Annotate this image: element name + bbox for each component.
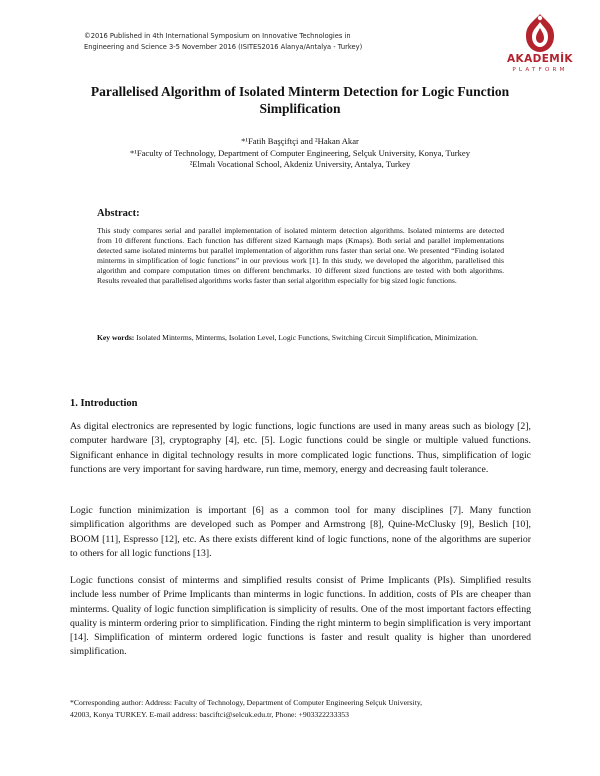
header-line-2: Engineering and Science 3-5 November 2016 (ISITES2016 Alanya/Antalya - Turkey) [84, 43, 363, 51]
abstract-text: This study compares serial and parallel implementation of isolated minterm detection algorithms. Isolated minterms are detected from 10 different functions. Each function has different sized Karnaugh maps (Kmaps). Both serial and parallel implementations detected same isolated minterms but parallel implementation of algorithm runs faster than serial one. We presented “Finding isolated minterms in simplification of logic functions” in our previous work [1]. In this study, we developed the algorithm, parallelised this algorithm and compare computation times on different benchmarks. 10 different sized functions are tested with both algorithms. Results revealed that parallelised algorithms works faster than serial algorithm especially for big sized logic functions. [97, 226, 504, 286]
intro-paragraph-2: Logic function minimization is important [6] as a common tool for many disciplines [7]. Many function simplification algorithms are developed such as Pomper and Armstrong [8], Quine-McClusky [9], Beslich [10], BOOM [11], Espresso [12], etc. As there exists different kind of logic functions, none of the algorithms are superior to others for all logic functions [13]. [70, 505, 531, 559]
header-line-1: ©2016 Published in 4th International Symposium on Innovative Technologies in [84, 32, 351, 40]
logo-wordmark: AKADEMİK [507, 53, 573, 65]
logo-subtitle: PLATFORM [512, 67, 568, 73]
affiliation-2: ²Elmalı Vocational School, Akdeniz University, Antalya, Turkey [189, 159, 411, 169]
abstract-heading: Abstract: [97, 208, 140, 219]
section-heading-introduction: 1. Introduction [70, 398, 138, 409]
keywords [97, 333, 504, 344]
footnote-line-2: 42003, Konya TURKEY. E-mail address: basciftci@selcuk.edu.tr, Phone: +903322233353 [70, 709, 349, 719]
keywords-label: Key words: [97, 333, 135, 342]
intro-paragraph-3: Logic functions consist of minterms and simplified results consist of Prime Implicants (PIs). Simplified results include less number of Prime Implicants than minterms in logic functions. In addition, costs of PIs are cheaper than minterms. Quality of logic function simplification is simplicity of results. One of the most important factors effecting quality is minterm ordering prior to simplification. Finding the right minterm to begin simplification is very important [14]. Simplification of minterm ordered logic functions is faster and result quality is higher than unordered simplification. [70, 575, 531, 658]
page-header [84, 31, 414, 53]
affiliation-1: *¹Faculty of Technology, Department of Computer Engineering, Selçuk University, Konya, Turkey [129, 147, 471, 158]
akademik-platform-logo-icon [520, 12, 560, 54]
footnote-line-1: *Corresponding author: Address: Faculty of Technology, Department of Computer Engineering Selçuk University, [70, 698, 423, 707]
corresponding-author-footnote [70, 697, 540, 720]
paper-title: Parallelised Algorithm of Isolated Minterm Detection for Logic Function Simplification [90, 84, 510, 116]
author-names: *¹Fatih Başçiftçi and ²Hakan Akar [241, 136, 359, 146]
intro-paragraph-1: As digital electronics are represented by logic functions, logic functions are used in many areas such as biology [2], computer hardware [3], cryptography [4], etc. [5]. Logic functions could be single or multiple valued functions. Significant enhance in digital technology results in more complicated logic functions. Thus, simplification of logic functions are very important for saving hardware, run time, memory, energy and decreasing fault tolerance. [70, 421, 531, 475]
keywords-list: Isolated Minterms, Minterms, Isolation Level, Logic Functions, Switching Circuit Simplification, Minimization. [136, 333, 478, 342]
author-block [60, 136, 540, 171]
akademik-platform-logo [506, 12, 574, 82]
